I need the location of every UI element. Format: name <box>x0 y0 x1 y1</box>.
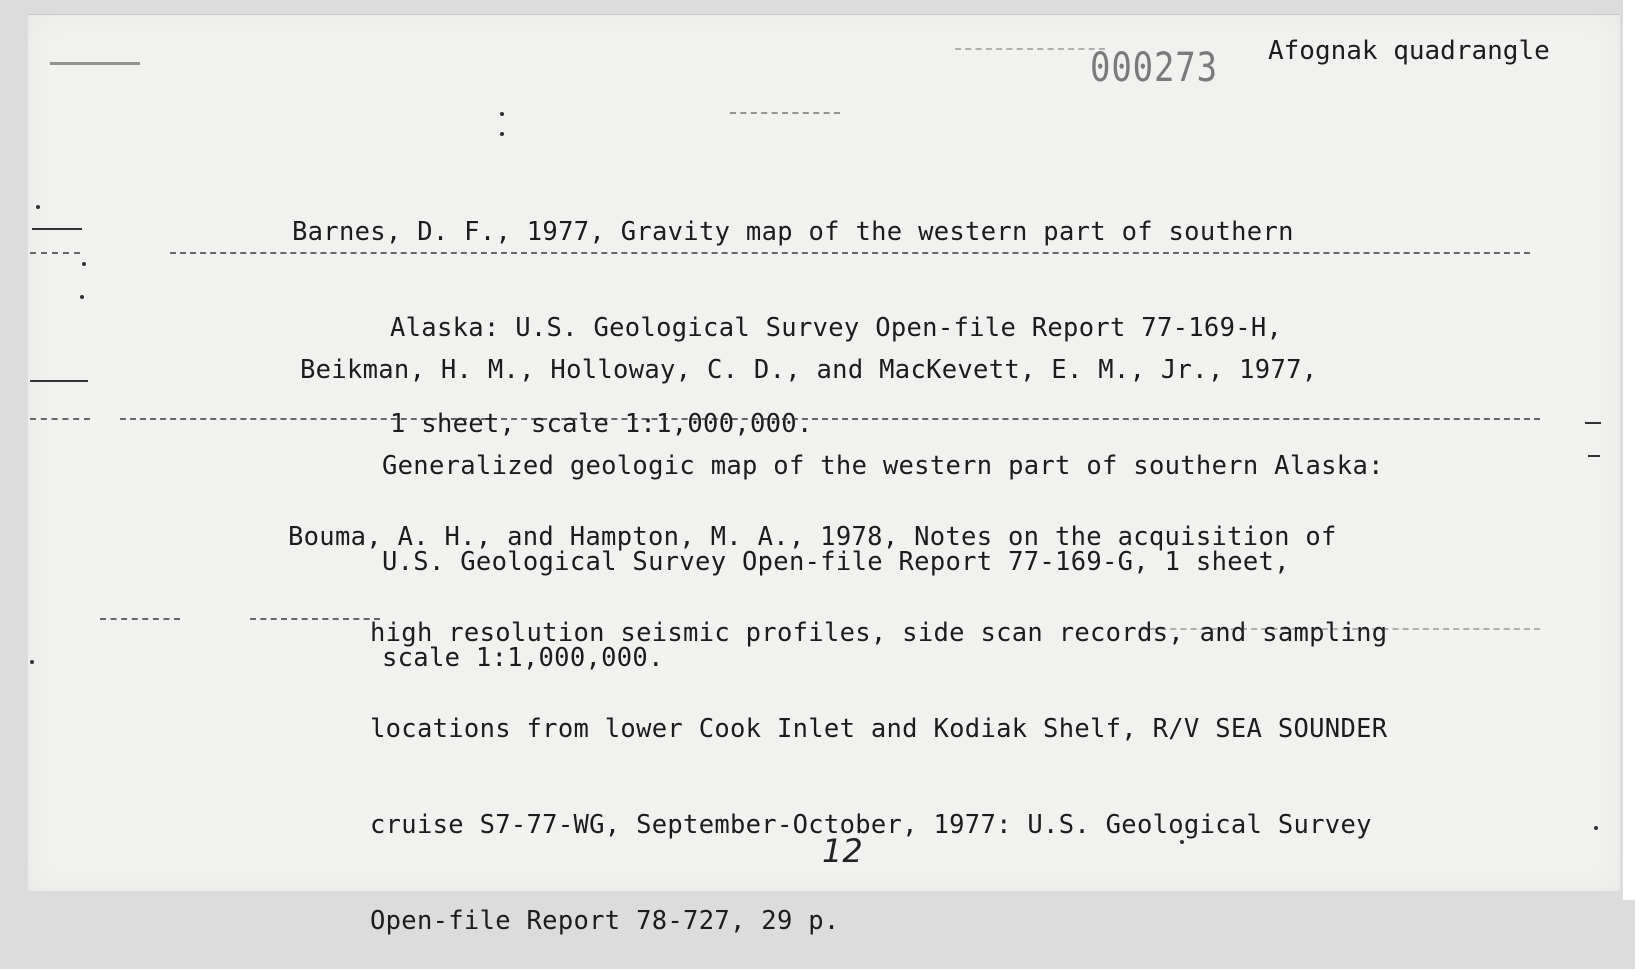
separator-rule <box>250 618 380 620</box>
separator-rule <box>120 418 1540 420</box>
reference-entry <box>288 457 1387 969</box>
speck <box>30 660 34 664</box>
speck <box>1594 826 1598 830</box>
reference-line: locations from lower Cook Inlet and Kodiak Shelf, R/V SEA SOUNDER <box>370 714 1388 744</box>
reference-line: Generalized geologic map of the western part of southern Alaska: <box>382 451 1384 481</box>
speck <box>500 132 504 136</box>
separator-rule <box>30 418 90 420</box>
reference-line: Open-file Report 78-727, 29 p. <box>370 906 840 936</box>
margin-mark <box>50 62 140 65</box>
separator-rule <box>170 252 1530 254</box>
separator-rule <box>30 252 80 254</box>
separator-rule <box>730 112 840 114</box>
speck <box>80 295 84 299</box>
reference-line: 1 sheet, scale 1:1,000,000. <box>390 409 813 439</box>
reference-line: Beikman, H. M., Holloway, C. D., and MacKevett, E. M., Jr., 1977, <box>300 355 1318 385</box>
reference-line: high resolution seismic profiles, side scan records, and sampling <box>370 618 1388 648</box>
stamp-number: 000273 <box>1090 45 1218 91</box>
separator-rule <box>100 618 180 620</box>
reference-line: Bouma, A. H., and Hampton, M. A., 1978, Notes on the acquisition of <box>288 522 1337 552</box>
reference-line: Alaska: U.S. Geological Survey Open-file Report 77-169-H, <box>390 313 1283 343</box>
margin-mark <box>30 380 88 382</box>
margin-mark <box>1585 422 1601 424</box>
page-number: 12 <box>822 832 863 870</box>
reference-line: cruise S7-77-WG, September-October, 1977: U.S. Geological Survey <box>370 810 1372 840</box>
speck <box>500 112 504 116</box>
margin-mark <box>1588 455 1600 457</box>
reference-line: Barnes, D. F., 1977, Gravity map of the western part of southern <box>292 217 1294 247</box>
speck <box>36 205 40 209</box>
quadrangle-title: Afognak quadrangle <box>1268 36 1550 66</box>
speck <box>82 262 86 266</box>
separator-rule <box>1140 628 1540 630</box>
speck <box>1180 840 1184 844</box>
reference-line: U.S. Geological Survey Open-file Report 77-169-G, 1 sheet, <box>382 547 1290 577</box>
separator-rule <box>955 48 1105 50</box>
reference-line: scale 1:1,000,000. <box>382 643 664 673</box>
page-edge <box>1623 0 1635 900</box>
margin-mark <box>32 228 82 230</box>
